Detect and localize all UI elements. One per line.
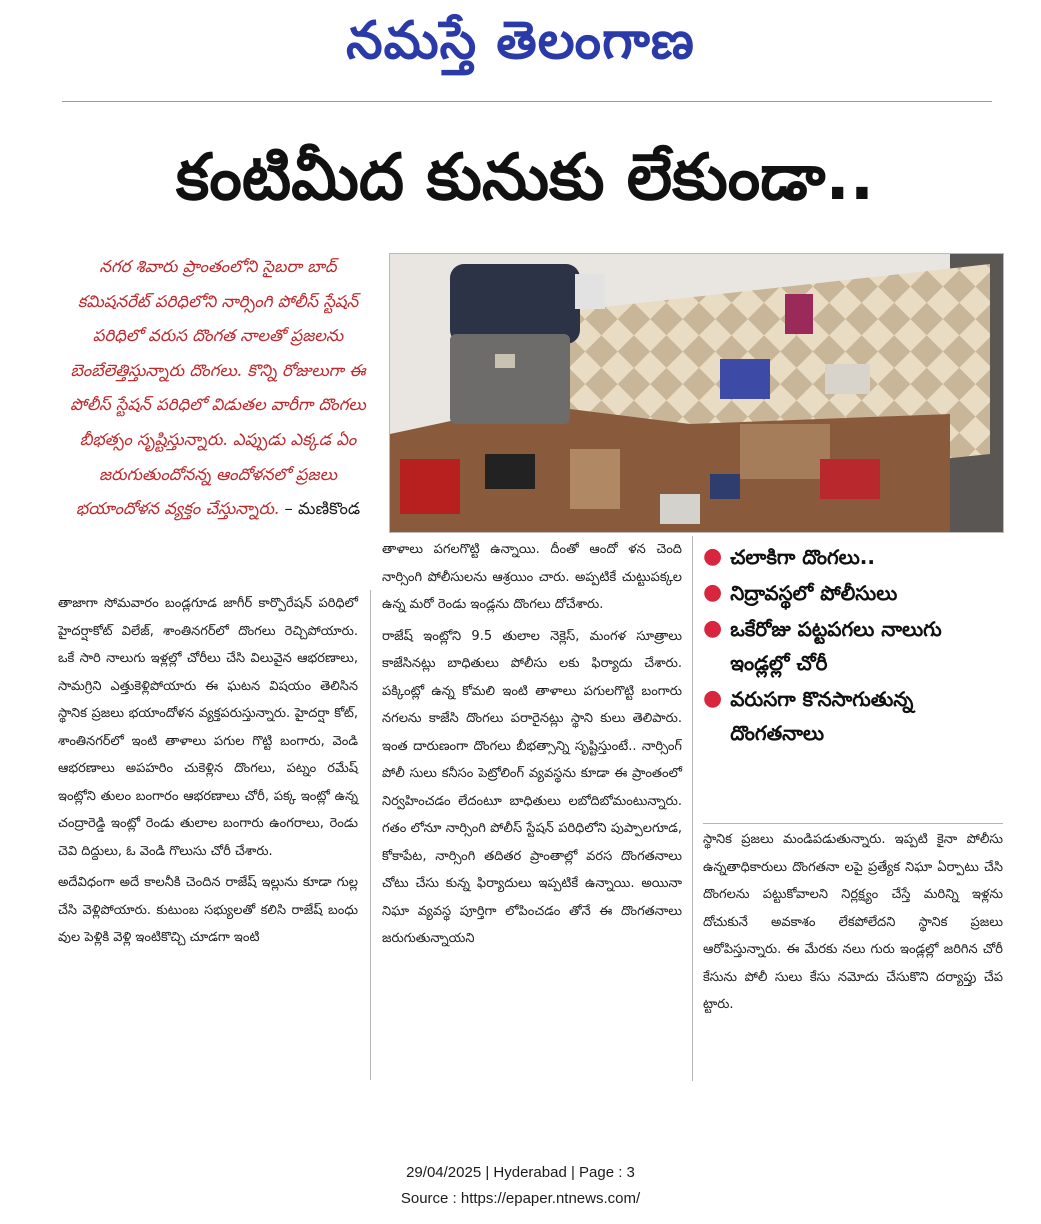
news-photo — [389, 253, 1004, 533]
highlight-item — [703, 612, 1003, 680]
bullet-icon: ● — [703, 544, 723, 569]
highlights-box — [703, 540, 1003, 752]
page-headline: కంటిమీద కునుకు లేకుండా.. — [175, 141, 875, 215]
bullet-icon: ● — [703, 580, 723, 605]
masthead-logo: నమస్తే తెలంగాణ — [346, 10, 695, 71]
article-paragraph: తాజాగా సోమవారం బండ్లగూడ జాగీర్ కార్పొరేషన్ పరిధిలో హైదర్షాకోట్ విలేజ్, శాంతినగర్‌లో దొంగలు రెచ్చిపోయారు. ఒకే సారి నాలుగు ఇళ్లల్లో చోరీలు చేసి విలువైన ఆభరణాలు, సామగ్రిని ఎత్తుకెళ్లిపోయారు ఈ ఘటన విషయం తెలిసిన స్థానిక ప్రజలు భయాందోళన వ్యక్తపరుస్తున్నారు. హైదర్షా కోట్, శాంతినగర్‌లో ఇంటి తాళాలు పగుల గొట్టి బంగారు, వెండి ఆభరణాలు అపహరిం చుకెళ్లిన దొంగలు, పట్నం రమేష్ ఇంట్లోని తులం బంగారం ఆభరణాలు చోరీ, పక్క ఇంట్లో ఉన్న చంద్రారెడ్డి ఇంట్లో రెండు తులాల బంగారు ఉంగరాలు, రెండు చెవి దిద్దులు, ఓ వెండి గొలుసు చోరీ చేశారు. — [58, 596, 358, 859]
highlights-divider — [703, 823, 1003, 824]
lede-paragraph — [62, 250, 374, 527]
footer-source: Source : https://epaper.ntnews.com/ — [400, 1190, 641, 1207]
highlight-text: ఒకేరోజు పట్టపగలు నాలుగు ఇండ్లల్లో చోరీ — [730, 617, 942, 675]
footer-dateline: 29/04/2025 | Hyderabad | Page : 3 — [406, 1164, 635, 1181]
page-footer — [0, 1160, 1041, 1212]
column-divider — [370, 590, 371, 1080]
highlight-item — [703, 682, 1003, 750]
highlight-item — [703, 540, 1003, 574]
article-column-1 — [58, 590, 358, 956]
masthead-divider — [62, 101, 992, 102]
article-column-3 — [703, 826, 1003, 1023]
highlight-item — [703, 576, 1003, 610]
bullet-icon: ● — [703, 686, 723, 711]
highlight-text: చలాకిగా దొంగలు.. — [730, 545, 875, 569]
lede-text: నగర శివారు ప్రాంతంలోని సైబరా బాద్ కమిషనరేట్ పరిధిలోని నార్సింగి పోలీస్ స్టేషన్ పరిధిలో వరుస దొంగత నాలతో ప్రజలను బెంబేలెత్తిస్తున్నారు దొంగలు. కొన్ని రోజులుగా ఈ పోలీస్ స్టేషన్ పరిధిలో విడుతల వారీగా దొంగలు బీభత్సం సృష్టిస్తున్నారు. ఎప్పుడు ఎక్కడ ఏం జరుగుతుందోనన్న ఆందోళనలో ప్రజలు భయాందోళన వ్యక్తం చేస్తున్నారు. — [70, 257, 366, 519]
article-paragraph: స్థానిక ప్రజలు మండిపడుతున్నారు. ఇప్పటి కైనా పోలీసు ఉన్నతాధికారులు దొంగతనా లపై ప్రత్యేక నిఘా ఏర్పాటు చేసి దొంగలను పట్టుకోవాలని నిర్లక్ష్యం చేస్తే మరిన్ని ఇళ్లను దోచుకునే అవకాశం లేకపోలేదని స్థానిక ప్రజలు ఆరోపిస్తున్నారు. ఈ మేరకు నలు గురు ఇండ్లల్లో జరిగిన చోరీ కేసును పోలీ సులు కేసు నమోదు చేసుకొని దర్యాప్తు చేప ట్టారు. — [703, 832, 1003, 1012]
article-paragraph: అదేవిధంగా అదే కాలనీకి చెందిన రాజేష్ ఇల్లును కూడా గుల్ల చేసి వెళ్లిపోయారు. కుటుంబ సభ్యులతో కలిసి రాజేష్ బంధు వుల పెళ్లికి వెళ్లి ఇంటికొచ్చి చూడగా ఇంటి — [58, 875, 358, 945]
article-paragraph: తాళాలు పగలగొట్టి ఉన్నాయి. దీంతో ఆందో ళన చెంది నార్సింగి పోలీసులను ఆశ్రయిం చారు. అప్పటికే చుట్టుపక్కల ఉన్న మరో రెండు ఇండ్లను దొంగలు దోచేశారు. — [382, 542, 682, 612]
article-column-2 — [382, 536, 682, 957]
photo-illustration — [390, 254, 1003, 532]
article-paragraph: రాజేష్ ఇంట్లోని 9.5 తులాల నెక్లెస్, మంగళ సూత్రాలు కాజేసినట్లు బాధితులు పోలీసు లకు ఫిర్యాదు చేశారు. పక్కింట్లో ఉన్న కోమలి ఇంటి తాళాలు పగులగొట్టి బంగారు నగలను కాజేసి దొంగలు పరారైనట్లు స్థాని కులు తెలిపారు. ఇంత దారుణంగా దొంగలు బీభత్సాన్ని సృష్టిస్తుంటే.. నార్సింగ్ పోలీ సులు కనీసం పెట్రోలింగ్ వ్యవస్థను కూడా ఈ ప్రాంతంలో నిర్వహించడం లేదంటూ బాధితులు లబోదిబోమంటున్నారు. గతం లోనూ నార్సింగి పోలీస్ స్టేషన్ పరిధిలోని పుప్పాలగూడ, కోకాపేట, నార్సింగి తదితర ప్రాంతాల్లో వరస దొంగతనాలు చోటు చేసు కున్న ఫిర్యాదులు ఇప్పటికే ఉన్నాయి. అయినా నిఘా వ్యవస్థ పూర్తిగా లోపించడం తోనే ఈ దొంగతనాలు జరుగుతున్నాయని — [382, 628, 682, 946]
column-divider — [692, 536, 693, 1081]
lede-byline: – మణికొండ — [284, 499, 361, 519]
highlight-text: నిద్రావస్థలో పోలీసులు — [730, 581, 898, 605]
bullet-icon: ● — [703, 616, 723, 641]
highlight-text: వరుసగా కొనసాగుతున్న దొంగతనాలు — [730, 687, 914, 745]
